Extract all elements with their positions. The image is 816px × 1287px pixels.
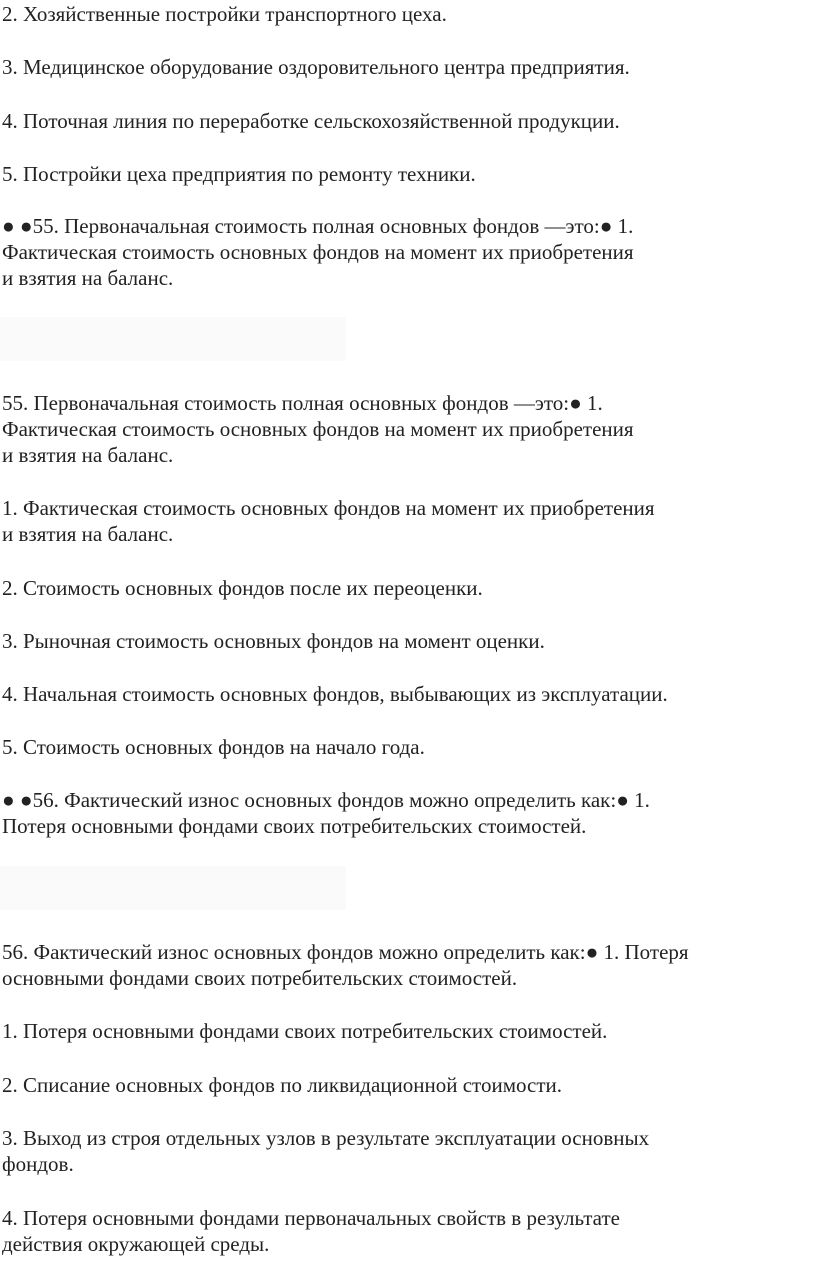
- text-line: фондов.: [2, 1152, 74, 1176]
- text-line: и взятия на баланс.: [2, 266, 174, 290]
- text-line: 3. Медицинское оборудование оздоровительного центра предприятия.: [2, 55, 630, 79]
- text-line: основными фондами своих потребительских стоимостей.: [2, 966, 518, 990]
- text-line: и взятия на баланс.: [2, 443, 174, 467]
- text-line: и взятия на баланс.: [2, 522, 174, 546]
- text-line: 1. Потеря основными фондами своих потребительских стоимостей.: [2, 1019, 608, 1043]
- text-line: 3. Рыночная стоимость основных фондов на момент оценки.: [2, 629, 545, 653]
- text-line: 2. Списание основных фондов по ликвидационной стоимости.: [2, 1073, 562, 1097]
- text-line: 1. Фактическая стоимость основных фондов на момент их приобретения: [2, 496, 655, 520]
- text-line: 4. Поточная линия по переработке сельскохозяйственной продукции.: [2, 109, 620, 133]
- text-line: 5. Постройки цеха предприятия по ремонту техники.: [2, 162, 476, 186]
- text-line: 3. Выход из строя отдельных узлов в результате эксплуатации основных: [2, 1126, 650, 1150]
- text-line: Потеря основными фондами своих потребительских стоимостей.: [2, 814, 587, 838]
- ad-placeholder: [0, 866, 346, 910]
- text-line: 55. Первоначальная стоимость полная основных фондов —это:● 1.: [2, 391, 603, 415]
- text-line: 4. Начальная стоимость основных фондов, выбывающих из эксплуатации.: [2, 682, 668, 706]
- text-line: действия окружающей среды.: [2, 1232, 270, 1256]
- text-line: 2. Хозяйственные постройки транспортного цеха.: [2, 2, 447, 26]
- text-line: 56. Фактический износ основных фондов можно определить как:● 1. Потеря: [2, 940, 689, 964]
- text-line: 4. Потеря основными фондами первоначальных свойств в результате: [2, 1206, 620, 1230]
- ad-placeholder: [0, 317, 346, 361]
- text-line: ● ●55. Первоначальная стоимость полная основных фондов —это:● 1.: [2, 214, 634, 238]
- text-line: 5. Стоимость основных фондов на начало года.: [2, 735, 425, 759]
- text-line: ● ●56. Фактический износ основных фондов можно определить как:● 1.: [2, 788, 650, 812]
- text-line: Фактическая стоимость основных фондов на момент их приобретения: [2, 240, 634, 264]
- text-line: Фактическая стоимость основных фондов на момент их приобретения: [2, 417, 634, 441]
- text-line: 2. Стоимость основных фондов после их переоценки.: [2, 576, 483, 600]
